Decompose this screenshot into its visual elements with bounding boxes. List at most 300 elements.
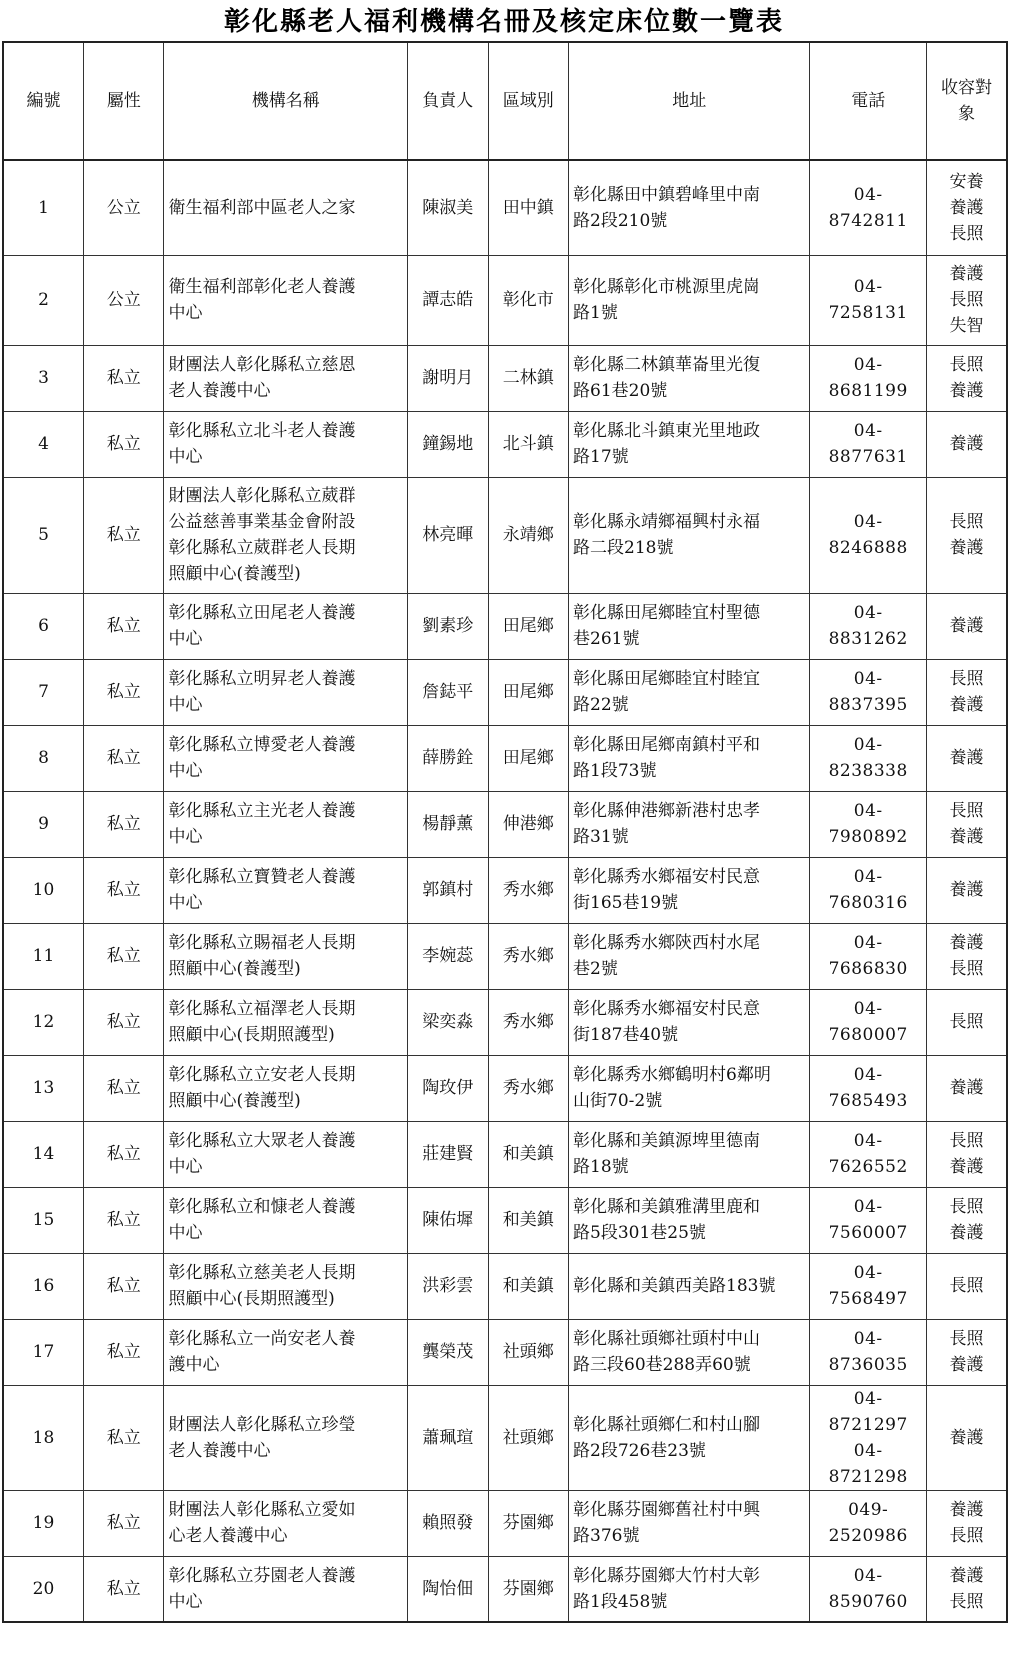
cell-name	[164, 725, 408, 791]
cell-service	[926, 1253, 1007, 1319]
cell-address-line: 彰化縣二林鎮華崙里光復	[573, 355, 761, 375]
cell-name	[164, 1187, 408, 1253]
cell-no: 14	[3, 1121, 83, 1187]
cell-address	[569, 659, 810, 725]
table-row	[3, 1253, 1007, 1319]
cell-no: 18	[3, 1385, 83, 1490]
cell-address-line: 巷261號	[573, 629, 640, 649]
cell-name-line: 彰化縣私立寶贊老人養護	[168, 867, 356, 887]
cell-service	[926, 923, 1007, 989]
cell-service	[926, 1556, 1007, 1622]
cell-no: 6	[3, 593, 83, 659]
cell-no: 16	[3, 1253, 83, 1319]
cell-name-line: 中心	[168, 1223, 203, 1243]
cell-phone-line: 04-7258131	[828, 277, 908, 323]
cell-area: 和美鎮	[488, 1187, 568, 1253]
cell-area: 彰化市	[488, 255, 568, 345]
table-row	[3, 1385, 1007, 1490]
table-header-row	[3, 42, 1007, 160]
cell-name	[164, 1385, 408, 1490]
cell-phone	[810, 923, 926, 989]
cell-head: 蕭珮瑄	[408, 1385, 488, 1490]
cell-no: 11	[3, 923, 83, 989]
header-area: 區域別	[488, 42, 568, 160]
cell-address	[569, 345, 810, 411]
cell-service	[926, 160, 1007, 255]
cell-name-line: 財團法人彰化縣私立慈恩	[168, 355, 356, 375]
cell-name	[164, 659, 408, 725]
cell-name-line: 照顧中心(養護型)	[168, 564, 301, 584]
table-row	[3, 1556, 1007, 1622]
cell-phone-line: 04-7980892	[828, 801, 908, 847]
cell-area: 二林鎮	[488, 345, 568, 411]
cell-name	[164, 1556, 408, 1622]
cell-area: 芬園鄉	[488, 1490, 568, 1556]
cell-address	[569, 477, 810, 593]
cell-name-line: 中心	[168, 629, 203, 649]
cell-address-line: 路1段458號	[573, 1591, 668, 1612]
cell-head: 莊建賢	[408, 1121, 488, 1187]
cell-service-line: 養護	[949, 1157, 984, 1177]
cell-area: 田尾鄉	[488, 593, 568, 659]
cell-service-line: 長照	[949, 1591, 984, 1612]
cell-type: 私立	[83, 593, 163, 659]
cell-phone	[810, 1187, 926, 1253]
cell-address	[569, 923, 810, 989]
cell-type: 公立	[83, 255, 163, 345]
cell-name-line: 彰化縣私立和慷老人養護	[168, 1197, 356, 1217]
cell-name-line: 彰化縣私立主光老人養護	[168, 801, 356, 821]
cell-phone	[810, 1385, 926, 1490]
header-service	[926, 42, 1007, 160]
cell-address-line: 彰化縣和美鎮源埤里德南	[573, 1131, 761, 1151]
cell-name-line: 照顧中心(長期照護型)	[168, 1289, 335, 1309]
cell-head: 龔榮茂	[408, 1319, 488, 1385]
cell-service-line: 長照	[949, 1012, 984, 1032]
cell-address-line: 彰化縣田尾鄉睦宜村睦宜	[573, 669, 761, 689]
cell-service-line: 養護	[949, 538, 984, 558]
cell-name-line: 心老人養護中心	[168, 1526, 288, 1546]
cell-service-line: 養護	[949, 197, 984, 218]
cell-address-line: 彰化縣芬園鄉舊社村中興	[573, 1500, 761, 1520]
cell-service-line: 長照	[949, 801, 984, 821]
cell-service	[926, 791, 1007, 857]
cell-service-line: 養護	[949, 933, 984, 953]
cell-name	[164, 857, 408, 923]
cell-head: 鐘錫地	[408, 411, 488, 477]
cell-address-line: 路31號	[573, 827, 629, 847]
cell-type: 私立	[83, 857, 163, 923]
cell-service-line: 長照	[949, 1131, 984, 1151]
cell-name-line: 彰化縣私立葳群老人長期	[168, 538, 356, 558]
cell-type: 私立	[83, 989, 163, 1055]
cell-service-line: 養護	[949, 827, 984, 847]
cell-name-line: 中心	[168, 695, 203, 715]
table-row	[3, 1121, 1007, 1187]
cell-no: 13	[3, 1055, 83, 1121]
cell-service	[926, 857, 1007, 923]
cell-type: 私立	[83, 1187, 163, 1253]
cell-address-line: 路61巷20號	[573, 381, 668, 401]
cell-service-line: 養護	[949, 1500, 984, 1520]
table-row	[3, 160, 1007, 255]
cell-service-line: 長照	[949, 1276, 984, 1296]
table-row	[3, 255, 1007, 345]
cell-phone-line: 04-8742811	[828, 184, 908, 231]
table-row	[3, 477, 1007, 593]
cell-area: 田中鎮	[488, 160, 568, 255]
cell-address-line: 彰化縣田中鎮碧峰里中南	[573, 184, 761, 205]
cell-no: 5	[3, 477, 83, 593]
cell-area: 芬園鄉	[488, 1556, 568, 1622]
cell-address	[569, 1490, 810, 1556]
cell-service	[926, 411, 1007, 477]
cell-area: 秀水鄉	[488, 989, 568, 1055]
cell-phone	[810, 345, 926, 411]
cell-address	[569, 1385, 810, 1490]
cell-type: 私立	[83, 923, 163, 989]
cell-no: 7	[3, 659, 83, 725]
cell-head: 陶怡佃	[408, 1556, 488, 1622]
cell-address-line: 彰化縣和美鎮西美路183號	[573, 1276, 776, 1296]
cell-address-line: 彰化縣和美鎮雅溝里鹿和	[573, 1197, 761, 1217]
cell-name	[164, 593, 408, 659]
cell-service	[926, 1055, 1007, 1121]
cell-address	[569, 1055, 810, 1121]
cell-name	[164, 1319, 408, 1385]
header-name: 機構名稱	[164, 42, 408, 160]
cell-service-line: 養護	[949, 1223, 984, 1243]
cell-type: 私立	[83, 659, 163, 725]
document-title: 彰化縣老人福利機構名冊及核定床位數一覽表	[223, 7, 784, 37]
cell-service-line: 養護	[949, 1427, 984, 1448]
cell-area: 北斗鎮	[488, 411, 568, 477]
cell-phone	[810, 791, 926, 857]
cell-phone	[810, 1490, 926, 1556]
cell-head: 陳佑墀	[408, 1187, 488, 1253]
cell-address-line: 路二段218號	[573, 538, 674, 558]
cell-address-line: 路2段210號	[573, 210, 668, 231]
cell-name	[164, 1055, 408, 1121]
cell-name-line: 財團法人彰化縣私立愛如	[168, 1500, 356, 1520]
cell-address	[569, 411, 810, 477]
cell-address-line: 彰化縣彰化市桃源里虎崗	[573, 277, 761, 297]
cell-type: 公立	[83, 160, 163, 255]
cell-name	[164, 411, 408, 477]
cell-phone-line: 04-8590760	[828, 1565, 908, 1612]
cell-address-line: 彰化縣伸港鄉新港村忠孝	[573, 801, 761, 821]
cell-phone-line: 04-8246888	[828, 512, 908, 558]
cell-address	[569, 1121, 810, 1187]
cell-name-line: 衛生福利部彰化老人養護	[168, 277, 356, 297]
cell-type: 私立	[83, 477, 163, 593]
cell-name-line: 彰化縣私立慈美老人長期	[168, 1263, 356, 1283]
cell-name-line: 彰化縣私立一尚安老人養	[168, 1329, 356, 1349]
table-row	[3, 1490, 1007, 1556]
cell-name-line: 中心	[168, 303, 203, 323]
cell-phone-line: 04-8877631	[828, 421, 908, 467]
cell-head: 謝明月	[408, 345, 488, 411]
cell-head: 賴照發	[408, 1490, 488, 1556]
cell-service	[926, 477, 1007, 593]
cell-area: 田尾鄉	[488, 725, 568, 791]
cell-area: 秀水鄉	[488, 857, 568, 923]
cell-no: 8	[3, 725, 83, 791]
cell-type: 私立	[83, 1253, 163, 1319]
cell-name-line: 財團法人彰化縣私立葳群	[168, 486, 356, 506]
cell-name-line: 照顧中心(長期照護型)	[168, 1025, 335, 1045]
cell-name	[164, 1121, 408, 1187]
cell-name-line: 照顧中心(養護型)	[168, 959, 301, 979]
cell-service-line: 長照	[949, 223, 984, 244]
cell-phone	[810, 593, 926, 659]
cell-address-line: 彰化縣北斗鎮東光里地政	[573, 421, 761, 441]
cell-name	[164, 160, 408, 255]
cell-no: 3	[3, 345, 83, 411]
cell-no: 17	[3, 1319, 83, 1385]
header-address: 地址	[569, 42, 810, 160]
cell-phone	[810, 857, 926, 923]
cell-service	[926, 1385, 1007, 1490]
table-row	[3, 411, 1007, 477]
cell-name	[164, 989, 408, 1055]
cell-address-line: 彰化縣永靖鄉福興村永福	[573, 512, 761, 532]
header-no: 編號	[3, 42, 83, 160]
cell-service-line: 長照	[949, 959, 984, 979]
cell-service-line: 長照	[949, 290, 984, 310]
cell-head: 郭鎮村	[408, 857, 488, 923]
cell-head: 楊靜薰	[408, 791, 488, 857]
cell-phone	[810, 255, 926, 345]
cell-phone-line: 04-8831262	[828, 603, 908, 649]
cell-no: 12	[3, 989, 83, 1055]
cell-service-line: 養護	[949, 1355, 984, 1375]
cell-address-line: 路5段301巷25號	[573, 1223, 706, 1243]
cell-phone	[810, 989, 926, 1055]
cell-name-line: 衛生福利部中區老人之家	[168, 197, 356, 218]
cell-type: 私立	[83, 1121, 163, 1187]
cell-service-line: 長照	[949, 1197, 984, 1217]
cell-service-line: 養護	[949, 748, 984, 768]
cell-address-line: 路17號	[573, 447, 629, 467]
cell-no: 4	[3, 411, 83, 477]
cell-type: 私立	[83, 1556, 163, 1622]
cell-no: 10	[3, 857, 83, 923]
cell-service-line: 長照	[949, 1526, 984, 1546]
cell-name-line: 中心	[168, 761, 203, 781]
cell-address-line: 彰化縣社頭鄉社頭村中山	[573, 1329, 761, 1349]
cell-service-line: 長照	[949, 1329, 984, 1349]
table-row	[3, 989, 1007, 1055]
cell-head: 梁奕淼	[408, 989, 488, 1055]
cell-area: 秀水鄉	[488, 1055, 568, 1121]
cell-service-line: 養護	[949, 880, 984, 900]
cell-service	[926, 1490, 1007, 1556]
table-row	[3, 1319, 1007, 1385]
cell-name	[164, 477, 408, 593]
cell-name-line: 中心	[168, 827, 203, 847]
cell-area: 田尾鄉	[488, 659, 568, 725]
cell-name-line: 彰化縣私立賜福老人長期	[168, 933, 356, 953]
cell-service	[926, 593, 1007, 659]
cell-address	[569, 593, 810, 659]
cell-service-line: 養護	[949, 616, 984, 636]
cell-phone-line: 04-7685493	[828, 1065, 908, 1111]
cell-service	[926, 659, 1007, 725]
cell-address-line: 彰化縣秀水鄉鶴明村6鄰明	[573, 1065, 771, 1085]
cell-name-line: 中心	[168, 1157, 203, 1177]
cell-phone-line: 04-8837395	[828, 669, 908, 715]
cell-area: 伸港鄉	[488, 791, 568, 857]
cell-head: 劉素珍	[408, 593, 488, 659]
cell-service-line: 養護	[949, 434, 984, 454]
cell-address-line: 彰化縣田尾鄉睦宜村聖德	[573, 603, 761, 623]
table-row	[3, 1187, 1007, 1253]
cell-address-line: 路1段73號	[573, 761, 657, 781]
cell-phone	[810, 1253, 926, 1319]
table-body	[3, 160, 1007, 1622]
cell-area: 和美鎮	[488, 1253, 568, 1319]
cell-service	[926, 989, 1007, 1055]
table-row	[3, 345, 1007, 411]
cell-name-line: 中心	[168, 447, 203, 467]
cell-name-line: 彰化縣私立田尾老人養護	[168, 603, 356, 623]
header-type: 屬性	[83, 42, 163, 160]
cell-area: 秀水鄉	[488, 923, 568, 989]
cell-address	[569, 857, 810, 923]
cell-address-line: 巷2號	[573, 959, 618, 979]
cell-phone-line: 04-7680316	[828, 867, 908, 913]
cell-phone-line: 04-8238338	[828, 735, 908, 781]
cell-phone-line: 04-7686830	[828, 933, 908, 979]
cell-phone	[810, 411, 926, 477]
cell-service	[926, 1319, 1007, 1385]
header-head: 負責人	[408, 42, 488, 160]
cell-service-line: 養護	[949, 1078, 984, 1098]
cell-address	[569, 1187, 810, 1253]
cell-no: 19	[3, 1490, 83, 1556]
cell-phone-line: 04-7560007	[828, 1197, 908, 1243]
cell-name	[164, 345, 408, 411]
cell-service	[926, 255, 1007, 345]
cell-area: 社頭鄉	[488, 1319, 568, 1385]
cell-name-line: 財團法人彰化縣私立珍瑩	[168, 1414, 356, 1435]
cell-phone	[810, 659, 926, 725]
cell-address-line: 路三段60巷288弄60號	[573, 1355, 751, 1375]
cell-phone-line: 04-8736035	[828, 1329, 908, 1375]
cell-type: 私立	[83, 1490, 163, 1556]
cell-address-line: 街165巷19號	[573, 893, 679, 913]
cell-type: 私立	[83, 725, 163, 791]
cell-service-line: 養護	[949, 381, 984, 401]
cell-phone-line: 04-7626552	[828, 1131, 908, 1177]
cell-type: 私立	[83, 1385, 163, 1490]
cell-service-line: 失智	[949, 316, 984, 336]
cell-address-line: 彰化縣芬園鄉大竹村大彰	[573, 1565, 761, 1586]
cell-service-line: 養護	[949, 264, 984, 284]
cell-address	[569, 725, 810, 791]
cell-name-line: 彰化縣私立福澤老人長期	[168, 999, 356, 1019]
cell-address	[569, 1253, 810, 1319]
facility-table	[2, 41, 1008, 1623]
cell-head: 陶玫伊	[408, 1055, 488, 1121]
table-row	[3, 659, 1007, 725]
cell-head: 洪彩雲	[408, 1253, 488, 1319]
cell-service-line: 長照	[949, 512, 984, 532]
cell-area: 和美鎮	[488, 1121, 568, 1187]
cell-no: 20	[3, 1556, 83, 1622]
cell-no: 9	[3, 791, 83, 857]
cell-phone	[810, 725, 926, 791]
header-phone: 電話	[810, 42, 926, 160]
cell-phone-line: 04-8721298	[828, 1440, 908, 1487]
cell-service-line: 安養	[949, 171, 984, 192]
table-row	[3, 857, 1007, 923]
cell-address-line: 山街70-2號	[573, 1091, 663, 1111]
cell-address	[569, 989, 810, 1055]
cell-type: 私立	[83, 791, 163, 857]
cell-name-line: 護中心	[168, 1355, 220, 1375]
cell-name-line: 彰化縣私立博愛老人養護	[168, 735, 356, 755]
cell-service-line: 養護	[949, 1565, 984, 1586]
cell-address-line: 彰化縣社頭鄉仁和村山腳	[573, 1414, 761, 1435]
cell-address	[569, 1556, 810, 1622]
cell-name-line: 老人養護中心	[168, 381, 271, 401]
cell-name	[164, 791, 408, 857]
cell-address	[569, 255, 810, 345]
cell-head: 詹鋕平	[408, 659, 488, 725]
cell-name	[164, 255, 408, 345]
cell-phone	[810, 477, 926, 593]
cell-type: 私立	[83, 1055, 163, 1121]
header-service-line: 收容對	[940, 78, 992, 98]
table-row	[3, 725, 1007, 791]
table-row	[3, 923, 1007, 989]
cell-name-line: 照顧中心(養護型)	[168, 1091, 301, 1111]
cell-address	[569, 791, 810, 857]
cell-head: 林亮暉	[408, 477, 488, 593]
cell-head: 薛勝銓	[408, 725, 488, 791]
cell-name-line: 彰化縣私立明昇老人養護	[168, 669, 356, 689]
cell-service	[926, 725, 1007, 791]
cell-name	[164, 1253, 408, 1319]
cell-name-line: 彰化縣私立芬園老人養護	[168, 1565, 356, 1586]
cell-address-line: 路1號	[573, 303, 618, 323]
cell-address-line: 彰化縣秀水鄉福安村民意	[573, 867, 761, 887]
cell-phone-line: 04-7568497	[828, 1263, 908, 1309]
cell-head: 李婉蕊	[408, 923, 488, 989]
table-row	[3, 791, 1007, 857]
cell-phone	[810, 1121, 926, 1187]
table-row	[3, 1055, 1007, 1121]
cell-type: 私立	[83, 345, 163, 411]
cell-phone-line: 04-8681199	[828, 355, 908, 401]
cell-name-line: 中心	[168, 1591, 203, 1612]
header-service-line: 象	[957, 104, 975, 124]
cell-service	[926, 345, 1007, 411]
cell-service-line: 長照	[949, 355, 984, 375]
cell-no: 2	[3, 255, 83, 345]
cell-phone	[810, 160, 926, 255]
cell-address	[569, 1319, 810, 1385]
cell-address-line: 彰化縣秀水鄉福安村民意	[573, 999, 761, 1019]
cell-address-line: 彰化縣田尾鄉南鎮村平和	[573, 735, 761, 755]
cell-no: 15	[3, 1187, 83, 1253]
cell-service	[926, 1121, 1007, 1187]
cell-phone	[810, 1055, 926, 1121]
cell-name	[164, 1490, 408, 1556]
cell-service-line: 養護	[949, 695, 984, 715]
